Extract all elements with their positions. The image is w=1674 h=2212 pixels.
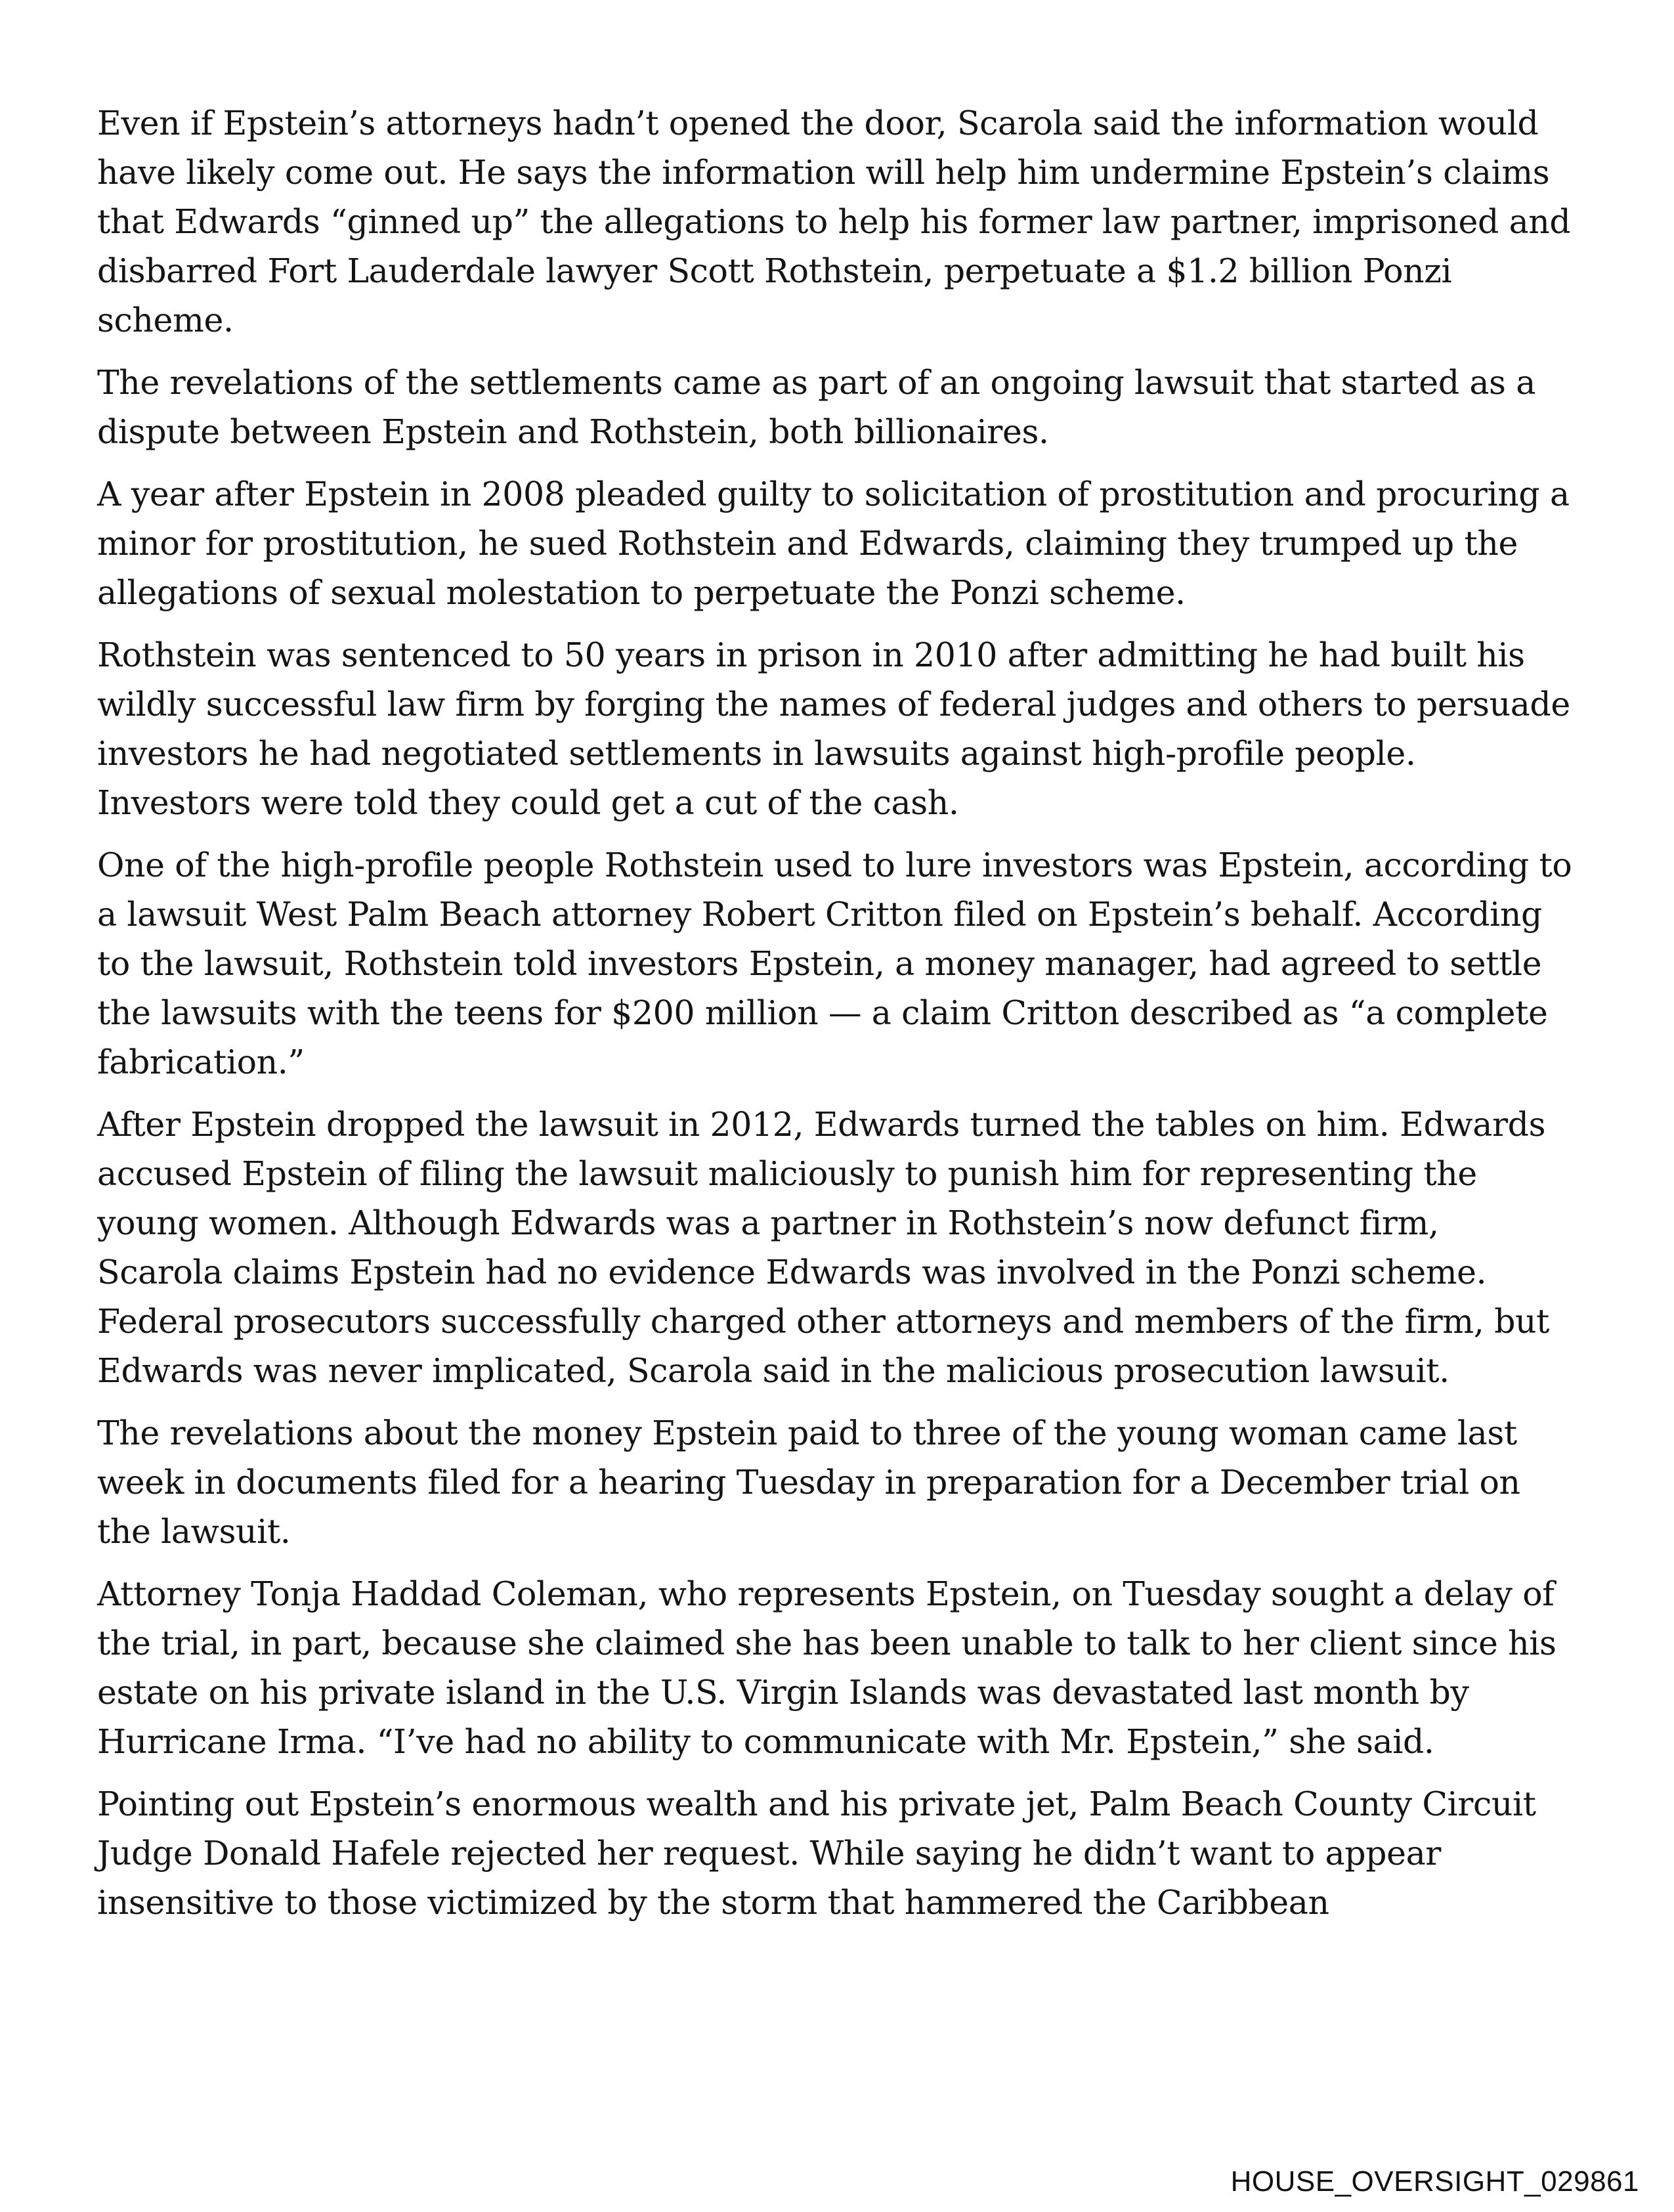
paragraph-6: After Epstein dropped the lawsuit in 2012, Edwards turned the tables on him. Edwards accused Epstein of filing the lawsuit maliciously to punish him for representing the young women. Although Edwards was a partner in Rothstein’s now defunct firm, Scarola claims Epstein had no evidence Edwards was involved in the Ponzi scheme. Federal prosecutors successfully charged other attorneys and members of the firm, but Edwards was never implicated, Scarola said in the malicious prosecution lawsuit. <box>97 1105 1550 1390</box>
bates-number: HOUSE_OVERSIGHT_029861 <box>1230 2165 1639 2198</box>
paragraph-1: Even if Epstein’s attorneys hadn’t opened the door, Scarola said the information would have likely come out. He says the information will help him undermine Epstein’s claims that Edwards “ginned up” the allegations to help his former law partner, imprisoned and disbarred Fort Lauderdale lawyer Scott Rothstein, perpetuate a $1.2 billion Ponzi scheme. <box>97 104 1571 339</box>
document-body <box>97 98 1574 1940</box>
paragraph-3: A year after Epstein in 2008 pleaded guilty to solicitation of prostitution and procuring a minor for prostitution, he sued Rothstein and Edwards, claiming they trumped up the allegations of sexual molestation to perpetuate the Ponzi scheme. <box>97 475 1570 612</box>
paragraph-4: Rothstein was sentenced to 50 years in prison in 2010 after admitting he had built his wildly successful law firm by forging the names of federal judges and others to persuade investors he had negotiated settlements in lawsuits against high-profile people. Investors were told they could get a cut of the cash. <box>97 636 1570 822</box>
paragraph-9: Pointing out Epstein’s enormous wealth and his private jet, Palm Beach County Circuit Judge Donald Hafele rejected her request. While saying he didn’t want to appear insensitive to those victimized by the storm that hammered the Caribbean <box>97 1785 1536 1922</box>
paragraph-2: The revelations of the settlements came as part of an ongoing lawsuit that started as a dispute between Epstein and Rothstein, both billionaires. <box>97 363 1535 451</box>
paragraph-7: The revelations about the money Epstein paid to three of the young woman came last week in documents filed for a hearing Tuesday in preparation for a December trial on the lawsuit. <box>97 1414 1520 1551</box>
paragraph-5: One of the high-profile people Rothstein used to lure investors was Epstein, according to a lawsuit West Palm Beach attorney Robert Critton filed on Epstein’s behalf. According to the lawsuit, Rothstein told investors Epstein, a money manager, had agreed to settle the lawsuits with the teens for $200 million — a claim Critton described as “a complete fabrication.” <box>97 846 1572 1081</box>
paragraph-8: Attorney Tonja Haddad Coleman, who represents Epstein, on Tuesday sought a delay of the trial, in part, because she claimed she has been unable to talk to her client since his estate on his private island in the U.S. Virgin Islands was devastated last month by Hurricane Irma. “I’ve had no ability to communicate with Mr. Epstein,” she said. <box>97 1574 1556 1761</box>
